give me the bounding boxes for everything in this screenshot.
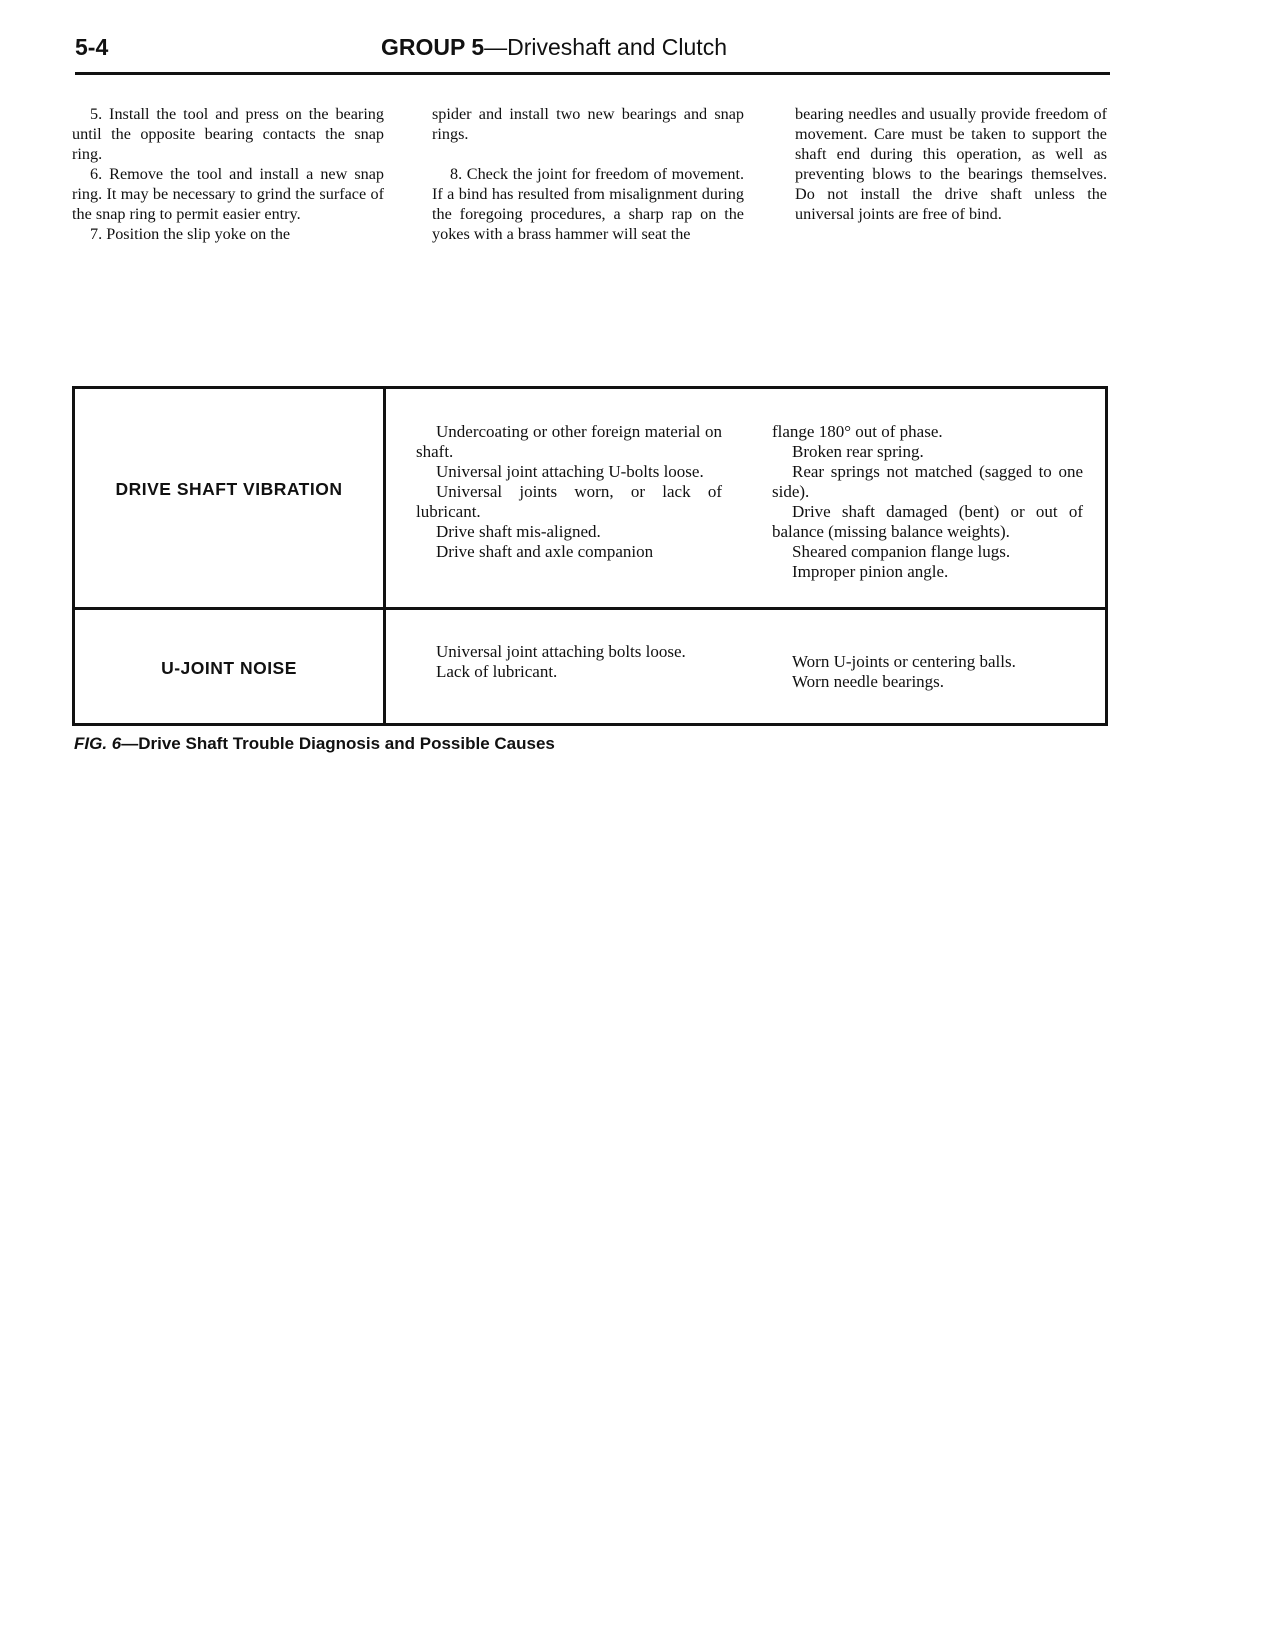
page-header — [75, 30, 1110, 75]
cause-item: Lack of lubricant. — [436, 662, 558, 681]
causes-list — [416, 642, 722, 682]
causes-list — [416, 422, 722, 562]
paragraph-step-5: 5. Install the tool and press on the bearing until the opposite bearing contacts the snap ring. — [72, 105, 384, 163]
causes-list — [772, 422, 1083, 582]
page-number: 5-4 — [75, 34, 109, 60]
table-row — [75, 389, 1105, 610]
figure-title: —Drive Shaft Trouble Diagnosis and Possible Causes — [121, 734, 555, 753]
paragraph-step-6: 6. Remove the tool and install a new snap ring. It may be necessary to grind the surface of the snap ring to permit easier entry. — [72, 165, 384, 223]
text-column-1 — [72, 104, 384, 244]
causes-list — [772, 652, 1083, 692]
cause-item: Improper pinion angle. — [792, 562, 949, 581]
cause-item: Worn U-joints or centering balls. — [792, 652, 1016, 671]
group-subtitle: —Driveshaft and Clutch — [484, 34, 727, 60]
condition-cell — [75, 610, 386, 723]
cause-item: Universal joints worn, or lack of lubricant. — [416, 482, 722, 521]
paragraph-step-8: 8. Check the joint for freedom of movement. If a bind has resulted from misalignment during the foregoing procedures, a sharp rap on the yokes with a brass hammer will seat the — [432, 165, 744, 243]
paragraph-step-8-cont: bearing needles and usually provide freedom of movement. Care must be taken to support the shaft end during this operation, as well as preventing blows to the bearings themselves. Do not install the drive shaft unless the universal joints are free of bind. — [795, 105, 1107, 223]
figure-label: FIG. 6 — [74, 734, 122, 753]
paragraph-step-7: 7. Position the slip yoke on the — [90, 225, 291, 243]
figure-caption — [74, 734, 555, 754]
cause-item: Drive shaft damaged (bent) or out of balance (missing balance weights). — [772, 502, 1083, 541]
cause-item: Drive shaft and axle companion — [436, 542, 654, 561]
causes-cell-left — [389, 389, 752, 607]
cause-item: Drive shaft mis-aligned. — [436, 522, 601, 541]
condition-cell — [75, 389, 386, 607]
cause-item: Sheared companion flange lugs. — [792, 542, 1011, 561]
condition-label: U-JOINT NOISE — [161, 658, 297, 678]
condition-label: DRIVE SHAFT VIBRATION — [115, 479, 343, 499]
causes-cell-right — [752, 610, 1105, 723]
group-label: GROUP 5 — [381, 34, 485, 60]
text-column-2 — [432, 104, 744, 244]
cause-item: flange 180° out of phase. — [772, 422, 943, 441]
paragraph-step-7-cont: spider and install two new bearings and snap rings. — [432, 105, 744, 143]
cause-item: Worn needle bearings. — [792, 672, 945, 691]
group-title — [381, 34, 727, 61]
causes-cell-right — [752, 389, 1105, 607]
table-row — [75, 610, 1105, 723]
cause-item: Universal joint attaching bolts loose. — [436, 642, 686, 661]
text-column-3 — [795, 104, 1107, 224]
diagnosis-table — [72, 386, 1108, 726]
causes-cell-left — [389, 610, 752, 723]
cause-item: Broken rear spring. — [792, 442, 924, 461]
cause-item: Rear springs not matched (sagged to one side). — [772, 462, 1083, 501]
cause-item: Undercoating or other foreign material on shaft. — [416, 422, 722, 461]
cause-item: Universal joint attaching U-bolts loose. — [436, 462, 704, 481]
